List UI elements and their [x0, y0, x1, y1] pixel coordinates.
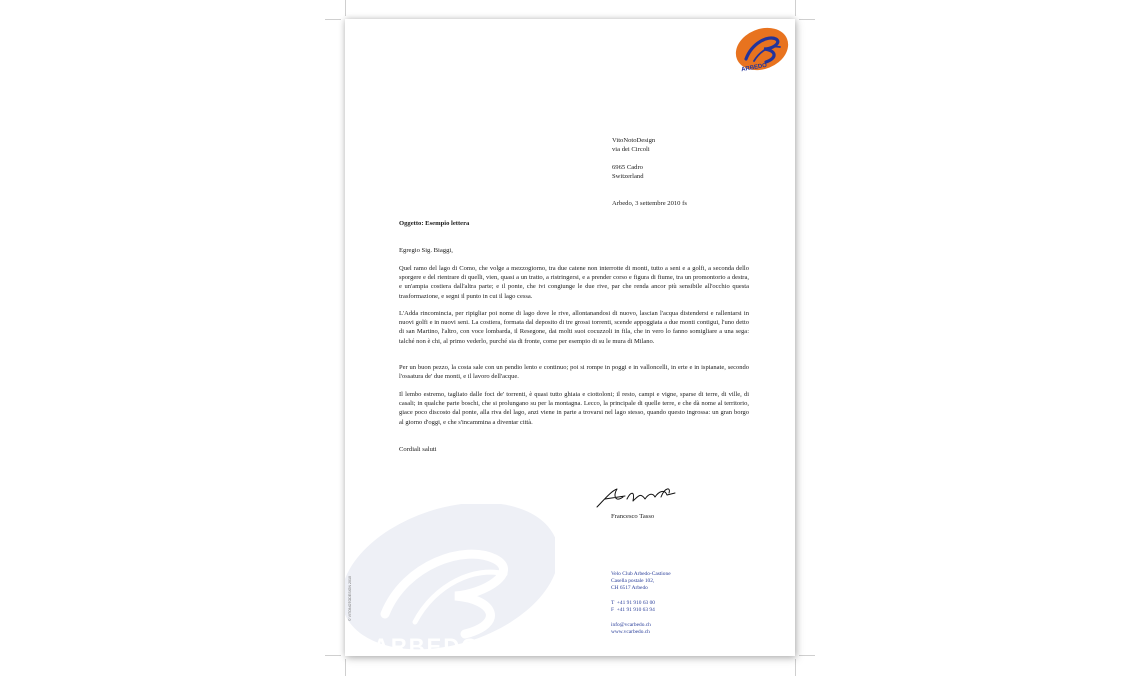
body-paragraph: L'Adda rincomincia, per ripigliar poi nome di lago dove le rive, allontanandosi di nuovo, lascian l'acqua distendersi e rallentarsi in nuovi golfi e in nuovi seni. La costiera, formata dal deposito di tre grossi torrenti, scende appoggiata a due monti contigui, l'uno detto di san Martino, l'altro, con voce lombarda, il Resegone, dai molti suoi cocuzzoli in fila, che in vero lo fanno somigliare a una sega: talché non è chi, al primo vederlo, purché sia di fronte, come per esempio di su le mura di Milano. [399, 310, 749, 345]
signatory-name: Francesco Tasso [611, 513, 655, 520]
crop-mark [345, 0, 346, 16]
copyright-note: © VITONOTODESIGN 2010 [348, 575, 352, 621]
watermark-text: ARBEDO [373, 634, 481, 656]
crop-mark [799, 19, 815, 20]
arbedo-logo [734, 25, 790, 73]
place-date: Arbedo, 3 settembre 2010 fs [612, 200, 687, 207]
closing: Cordiali saluti [399, 446, 437, 453]
letter-page [345, 19, 795, 656]
footer-fax: F +41 91 910 63 94 [611, 607, 655, 613]
footer-web: www.vcarbedo.ch [611, 629, 650, 635]
body-paragraph: Quel ramo del lago di Como, che volge a mezzogiorno, tra due catene non interrotte di monti, tutto a seni e a golfi, a seconda dello sporgere e del rientrare di quelli, vien, quasi a un tratto, a ristringersi, e a prender corso e figura di fiume, tra un promontorio a destra, e un'ampia costiera dall'altra parte; e il ponte, che ivi congiunge le due rive, par che renda ancor più sensibile all'occhio questa trasformazione, e segni il punto in cui il lago cessa. [399, 265, 749, 300]
footer-email: info@vcarbedo.ch [611, 622, 651, 628]
recipient-postcode-city: 6965 Cadro [612, 164, 643, 171]
body-paragraph: Per un buon pezzo, la costa sale con un pendio lento e continuo; poi si rompe in poggi e in valloncelli, in erte e in ispianate, secondo l'ossatura de' due monti, e il lavoro dell'acque. [399, 364, 749, 381]
salutation: Egregio Sig. Biaggi, [399, 247, 453, 254]
footer-org-line: CH 6517 Arbedo [611, 585, 648, 591]
crop-mark [799, 655, 815, 656]
arbedo-watermark-logo [345, 504, 555, 656]
footer-phone: T +41 91 910 63 00 [611, 600, 655, 606]
recipient-country: Switzerland [612, 173, 644, 180]
crop-mark [345, 659, 346, 676]
subject-line: Oggetto: Esempio lettera [399, 220, 470, 227]
footer-org-line: Casella postale 102, [611, 578, 655, 584]
crop-mark [325, 19, 341, 20]
crop-mark [795, 659, 796, 676]
body-paragraph: Il lembo estremo, tagliato dalle foci de' torrenti, è quasi tutto ghiaia e ciottoloni; il resto, campi e vigne, sparse di terre, di ville, di casali; in qualche parte boschi, che si prolungano su per la montagna. Lecco, la principale di quelle terre, e che dà nome al territorio, giace poco discosto dal ponte, alla riva del lago, anzi viene in parte a trovarsi nel lago stesso, quando questo ingrossa: un gran borgo al giorno d'oggi, e che s'incammina a diventar città. [399, 391, 749, 426]
crop-mark [795, 0, 796, 16]
footer-org-line: Velo Club Arbedo-Castione [611, 571, 671, 577]
recipient-street: via dei Circoli [612, 146, 650, 153]
handwritten-signature [595, 483, 687, 511]
crop-mark [325, 655, 341, 656]
logo-brand-text: ARBEDO [740, 62, 768, 73]
recipient-name: VitoNotoDesign [612, 137, 656, 144]
